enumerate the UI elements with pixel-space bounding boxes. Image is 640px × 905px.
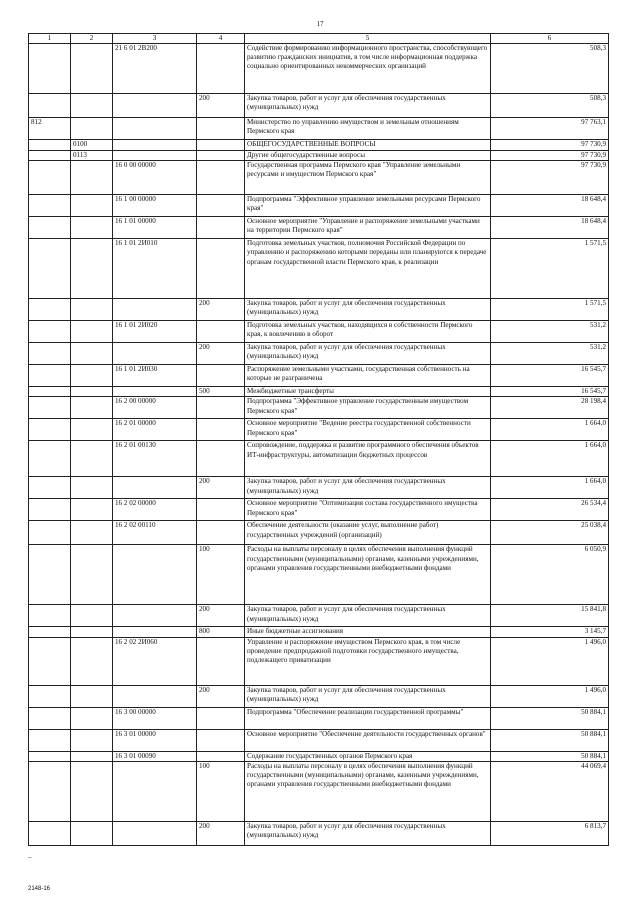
description-cell: Закупка товаров, работ и услуг для обеспечения государственных (муниципальных) нужд	[245, 94, 491, 118]
expense-type-cell	[197, 195, 245, 217]
department-code-cell	[29, 605, 71, 627]
table-row	[29, 707, 609, 729]
table-row	[29, 521, 609, 545]
section-code-cell	[71, 729, 113, 751]
expense-type-cell	[197, 419, 245, 441]
department-code-cell	[29, 140, 71, 151]
department-code-cell	[29, 685, 71, 707]
target-article-cell: 16 1 01 2И010	[113, 239, 197, 299]
expense-type-cell	[197, 44, 245, 94]
expense-type-cell: 200	[197, 94, 245, 118]
table-row	[29, 94, 609, 118]
table-row	[29, 729, 609, 751]
department-code-cell	[29, 321, 71, 343]
expense-type-cell: 200	[197, 299, 245, 321]
section-code-cell	[71, 365, 113, 387]
section-code-cell	[71, 419, 113, 441]
expense-type-cell: 100	[197, 545, 245, 605]
expense-type-cell	[197, 140, 245, 151]
table-row	[29, 545, 609, 605]
amount-cell: 1 571,5	[491, 239, 609, 299]
description-cell: Закупка товаров, работ и услуг для обеспечения государственных (муниципальных) нужд	[245, 477, 491, 499]
table-row	[29, 343, 609, 365]
amount-cell: 50 884,1	[491, 707, 609, 729]
department-code-cell	[29, 821, 71, 845]
section-code-cell	[71, 627, 113, 637]
expense-type-cell	[197, 499, 245, 521]
target-article-cell: 16 3 00 00000	[113, 707, 197, 729]
amount-cell: 26 534,4	[491, 499, 609, 521]
target-article-cell	[113, 821, 197, 845]
department-code-cell	[29, 729, 71, 751]
department-code-cell	[29, 627, 71, 637]
department-code-cell	[29, 477, 71, 499]
header-col-4: 4	[197, 34, 245, 44]
section-code-cell	[71, 521, 113, 545]
department-code-cell	[29, 761, 71, 821]
description-cell: Иные бюджетные ассигнования	[245, 627, 491, 637]
section-code-cell	[71, 321, 113, 343]
amount-cell: 531,2	[491, 343, 609, 365]
description-cell: Расходы на выплаты персоналу в целях обеспечения выполнения функций государственными (муниципальными) органами, казенными учреждениями, органами управления государственными внебюджетными фондами	[245, 761, 491, 821]
section-code-cell: 0100	[71, 140, 113, 151]
target-article-cell: 16 3 01 00090	[113, 751, 197, 761]
expense-type-cell	[197, 707, 245, 729]
table-row	[29, 161, 609, 195]
table-row	[29, 441, 609, 477]
section-code-cell	[71, 397, 113, 419]
description-cell: ОБЩЕГОСУДАРСТВЕННЫЕ ВОПРОСЫ	[245, 140, 491, 151]
expense-type-cell	[197, 637, 245, 685]
table-row	[29, 761, 609, 821]
description-cell: Основное мероприятие "Обеспечение деятельности государственных органов"	[245, 729, 491, 751]
target-article-cell	[113, 387, 197, 397]
target-article-cell	[113, 605, 197, 627]
amount-cell: 508,3	[491, 44, 609, 94]
amount-cell: 50 884,1	[491, 729, 609, 751]
table-row	[29, 140, 609, 151]
section-code-cell	[71, 118, 113, 140]
amount-cell: 97 763,1	[491, 118, 609, 140]
table-row	[29, 217, 609, 239]
target-article-cell: 16 2 01 00000	[113, 419, 197, 441]
section-code-cell	[71, 387, 113, 397]
expense-type-cell: 200	[197, 605, 245, 627]
amount-cell: 508,3	[491, 94, 609, 118]
description-cell: Подпрограмма "Эффективное управление государственным имуществом Пермского края"	[245, 397, 491, 419]
amount-cell: 6 050,9	[491, 545, 609, 605]
target-article-cell	[113, 627, 197, 637]
department-code-cell	[29, 751, 71, 761]
header-col-2: 2	[71, 34, 113, 44]
expense-type-cell	[197, 751, 245, 761]
table-row	[29, 637, 609, 685]
table-row	[29, 239, 609, 299]
expense-type-cell: 200	[197, 343, 245, 365]
amount-cell: 1 664,0	[491, 477, 609, 499]
target-article-cell	[113, 299, 197, 321]
description-cell: Закупка товаров, работ и услуг для обеспечения государственных (муниципальных) нужд	[245, 605, 491, 627]
department-code-cell: 812	[29, 118, 71, 140]
target-article-cell: 16 2 00 00000	[113, 397, 197, 419]
description-cell: Подпрограмма "Эффективное управление земельными ресурсами Пермского края"	[245, 195, 491, 217]
amount-cell: 1 664,0	[491, 419, 609, 441]
description-cell: Министерство по управлению имуществом и земельным отношениям Пермского края	[245, 118, 491, 140]
target-article-cell	[113, 761, 197, 821]
page-number: 17	[316, 20, 324, 28]
section-code-cell	[71, 637, 113, 685]
target-article-cell	[113, 685, 197, 707]
section-code-cell	[71, 239, 113, 299]
amount-cell: 1 664,0	[491, 441, 609, 477]
description-cell: Закупка товаров, работ и услуг для обеспечения государственных (муниципальных) нужд	[245, 685, 491, 707]
table-row	[29, 821, 609, 845]
header-col-6: 6	[491, 34, 609, 44]
expense-type-cell	[197, 441, 245, 477]
budget-table	[28, 33, 609, 846]
amount-cell: 6 813,7	[491, 821, 609, 845]
target-article-cell	[113, 477, 197, 499]
description-cell: Основное мероприятие "Управление и распоряжение земельными участками на территории Пермского края"	[245, 217, 491, 239]
department-code-cell	[29, 441, 71, 477]
department-code-cell	[29, 94, 71, 118]
table-row	[29, 151, 609, 161]
section-code-cell	[71, 707, 113, 729]
section-code-cell	[71, 44, 113, 94]
table-row	[29, 44, 609, 94]
target-article-cell	[113, 343, 197, 365]
department-code-cell	[29, 239, 71, 299]
department-code-cell	[29, 217, 71, 239]
description-cell: Распоряжение земельными участками, государственная собственность на которые не разграничена	[245, 365, 491, 387]
description-cell: Обеспечение деятельности (оказание услуг, выполнение работ) государственных учреждений (организаций)	[245, 521, 491, 545]
table-row	[29, 195, 609, 217]
department-code-cell	[29, 299, 71, 321]
table-row	[29, 685, 609, 707]
amount-cell: 1 496,0	[491, 637, 609, 685]
section-code-cell	[71, 343, 113, 365]
amount-cell: 97 730,9	[491, 161, 609, 195]
amount-cell: 25 038,4	[491, 521, 609, 545]
department-code-cell	[29, 397, 71, 419]
amount-cell: 16 545,7	[491, 387, 609, 397]
description-cell: Подготовка земельных участков, полномочия Российской Федерации по управлению и распоряжению которыми переданы или планируются к передаче органам государственной власти Пермского края, к реализации	[245, 239, 491, 299]
expense-type-cell: 500	[197, 387, 245, 397]
department-code-cell	[29, 707, 71, 729]
description-cell: Закупка товаров, работ и услуг для обеспечения государственных (муниципальных) нужд	[245, 821, 491, 845]
header-col-1: 1	[29, 34, 71, 44]
section-code-cell	[71, 761, 113, 821]
department-code-cell	[29, 387, 71, 397]
expense-type-cell: 200	[197, 685, 245, 707]
description-cell: Подготовка земельных участков, находящихся в собственности Пермского края, к вовлечению в оборот	[245, 321, 491, 343]
department-code-cell	[29, 419, 71, 441]
expense-type-cell: 800	[197, 627, 245, 637]
expense-type-cell	[197, 151, 245, 161]
department-code-cell	[29, 545, 71, 605]
description-cell: Содержание государственных органов Пермского края	[245, 751, 491, 761]
department-code-cell	[29, 343, 71, 365]
description-cell: Закупка товаров, работ и услуг для обеспечения государственных (муниципальных) нужд	[245, 299, 491, 321]
amount-cell: 18 648,4	[491, 217, 609, 239]
expense-type-cell: 100	[197, 761, 245, 821]
target-article-cell: 16 2 01 00130	[113, 441, 197, 477]
section-code-cell: 0113	[71, 151, 113, 161]
table-row	[29, 387, 609, 397]
department-code-cell	[29, 521, 71, 545]
amount-cell: 16 545,7	[491, 365, 609, 387]
target-article-cell	[113, 94, 197, 118]
description-cell: Подпрограмма "Обеспечение реализации государственной программы"	[245, 707, 491, 729]
expense-type-cell: 200	[197, 821, 245, 845]
amount-cell: 531,2	[491, 321, 609, 343]
amount-cell: 97 730,9	[491, 151, 609, 161]
header-row	[29, 34, 609, 44]
department-code-cell	[29, 195, 71, 217]
header-col-3: 3	[113, 34, 197, 44]
amount-cell: 1 571,5	[491, 299, 609, 321]
table-row	[29, 605, 609, 627]
amount-cell: 28 198,4	[491, 397, 609, 419]
section-code-cell	[71, 441, 113, 477]
target-article-cell: 16 1 01 2И030	[113, 365, 197, 387]
table-row	[29, 627, 609, 637]
section-code-cell	[71, 751, 113, 761]
description-cell: Закупка товаров, работ и услуг для обеспечения государственных (муниципальных) нужд	[245, 343, 491, 365]
amount-cell: 44 069,4	[491, 761, 609, 821]
target-article-cell: 16 0 00 00000	[113, 161, 197, 195]
expense-type-cell	[197, 729, 245, 751]
target-article-cell: 16 1 01 00000	[113, 217, 197, 239]
expense-type-cell	[197, 118, 245, 140]
target-article-cell: 16 2 02 00110	[113, 521, 197, 545]
target-article-cell	[113, 151, 197, 161]
department-code-cell	[29, 151, 71, 161]
table-row	[29, 118, 609, 140]
section-code-cell	[71, 217, 113, 239]
description-cell: Основное мероприятие "Ведение реестра государственной собственности Пермского края"	[245, 419, 491, 441]
table-row	[29, 499, 609, 521]
section-code-cell	[71, 499, 113, 521]
expense-type-cell: 200	[197, 477, 245, 499]
amount-cell: 3 145,7	[491, 627, 609, 637]
expense-type-cell	[197, 321, 245, 343]
table-row	[29, 299, 609, 321]
department-code-cell	[29, 637, 71, 685]
amount-cell: 18 648,4	[491, 195, 609, 217]
description-cell: Сопровождение, поддержка и развитие программного обеспечения объектов ИТ-инфраструктуры, автоматизации бюджетных процессов	[245, 441, 491, 477]
amount-cell: 97 730,9	[491, 140, 609, 151]
table-row	[29, 477, 609, 499]
table-row	[29, 751, 609, 761]
department-code-cell	[29, 161, 71, 195]
margin-mark: –	[28, 853, 32, 861]
table-row	[29, 397, 609, 419]
department-code-cell	[29, 365, 71, 387]
target-article-cell	[113, 545, 197, 605]
section-code-cell	[71, 821, 113, 845]
section-code-cell	[71, 195, 113, 217]
expense-type-cell	[197, 521, 245, 545]
target-article-cell: 16 1 01 2И020	[113, 321, 197, 343]
target-article-cell: 16 1 00 00000	[113, 195, 197, 217]
target-article-cell: 21 6 01 2В200	[113, 44, 197, 94]
expense-type-cell	[197, 365, 245, 387]
footer-code: 2148-16	[28, 886, 51, 892]
table-row	[29, 365, 609, 387]
target-article-cell	[113, 118, 197, 140]
section-code-cell	[71, 545, 113, 605]
target-article-cell: 16 2 02 00000	[113, 499, 197, 521]
description-cell: Основное мероприятие "Оптимизация состава государственного имущества Пермского края"	[245, 499, 491, 521]
table-row	[29, 321, 609, 343]
expense-type-cell	[197, 239, 245, 299]
expense-type-cell	[197, 397, 245, 419]
department-code-cell	[29, 499, 71, 521]
section-code-cell	[71, 94, 113, 118]
target-article-cell: 16 3 01 00000	[113, 729, 197, 751]
expense-type-cell	[197, 217, 245, 239]
description-cell: Государственная программа Пермского края "Управление земельными ресурсами и имуществом Пермского края"	[245, 161, 491, 195]
amount-cell: 15 841,8	[491, 605, 609, 627]
section-code-cell	[71, 161, 113, 195]
description-cell: Содействие формированию информационного пространства, способствующего развитию гражданских инициатив, в том числе информационная поддержка социально ориентированных некоммерческих организаций	[245, 44, 491, 94]
section-code-cell	[71, 299, 113, 321]
target-article-cell: 16 2 02 2И060	[113, 637, 197, 685]
section-code-cell	[71, 605, 113, 627]
section-code-cell	[71, 477, 113, 499]
description-cell: Другие общегосударственные вопросы	[245, 151, 491, 161]
department-code-cell	[29, 44, 71, 94]
amount-cell: 50 884,1	[491, 751, 609, 761]
table-body	[29, 44, 609, 846]
table-row	[29, 419, 609, 441]
section-code-cell	[71, 685, 113, 707]
amount-cell: 1 496,0	[491, 685, 609, 707]
target-article-cell	[113, 140, 197, 151]
description-cell: Межбюджетные трансферты	[245, 387, 491, 397]
header-col-5: 5	[245, 34, 491, 44]
description-cell: Управление и распоряжение имуществом Пермского края, в том числе проведение предпродажной подготовки государственного имущества, подлежащего приватизации	[245, 637, 491, 685]
expense-type-cell	[197, 161, 245, 195]
description-cell: Расходы на выплаты персоналу в целях обеспечения выполнения функций государственными (муниципальными) органами, казенными учреждениями, органами управления государственными внебюджетными фондами	[245, 545, 491, 605]
